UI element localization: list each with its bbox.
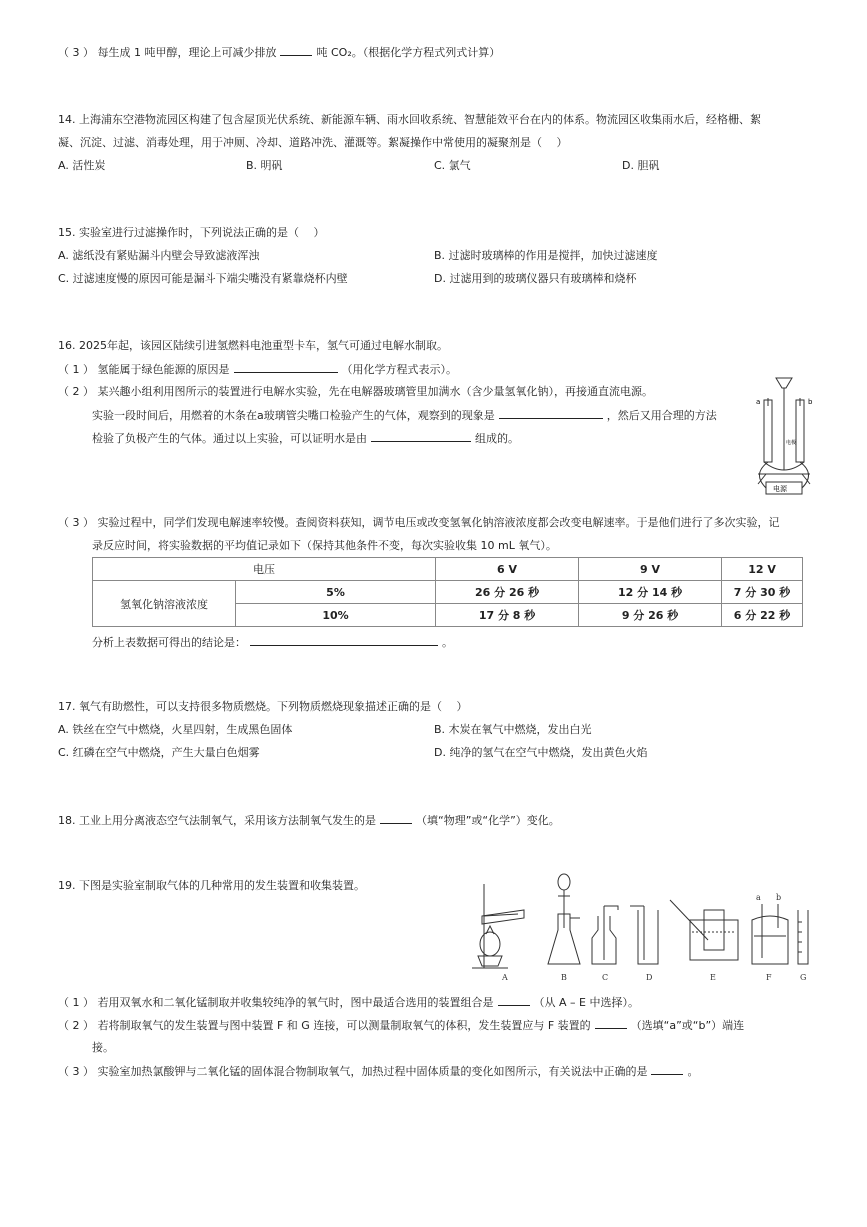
q13-sub3 xyxy=(58,44,500,61)
q17-option-b[interactable]: B. 木炭在氧气中燃烧，发出白光 xyxy=(434,723,592,736)
table-cell-conc: 10% xyxy=(236,604,436,627)
q16-sub3-line1: （ 3 ） 实验过程中，同学们发现电解速率较慢。查阅资料获知，调节电压或改变氢氧化钠溶液浓度都会改变电解速率。于是他们进行了多次实验，记 xyxy=(58,516,780,529)
answer-blank[interactable] xyxy=(371,430,471,442)
answer-blank[interactable] xyxy=(250,634,438,646)
q19-sub1 xyxy=(58,994,639,1011)
q17-option-d[interactable]: D. 纯净的氢气在空气中燃烧，发出黄色火焰 xyxy=(434,746,648,759)
q16-sub1-tail: （用化学方程式表示）。 xyxy=(341,363,457,376)
q16-sub2-line2 xyxy=(92,407,717,424)
q13-sub3-unit: 吨 CO₂。（根据化学方程式列式计算） xyxy=(316,46,501,59)
table-header-voltage: 电压 xyxy=(93,558,436,581)
table-header-9v: 9 V xyxy=(579,558,722,581)
fig-label-C: C xyxy=(602,973,609,982)
answer-blank[interactable] xyxy=(651,1063,683,1075)
q15-option-b[interactable]: B. 过滤时玻璃棒的作用是搅拌，加快过滤速度 xyxy=(434,249,658,262)
fig-label-a: a xyxy=(756,398,761,406)
fig-label-power: 电源 xyxy=(773,485,787,493)
electrolysis-apparatus-figure xyxy=(748,374,820,498)
table-cell-conc: 5% xyxy=(236,581,436,604)
q19-sub2-line2: 接。 xyxy=(92,1041,114,1054)
q14-stem-line2: 凝、沉淀、过滤、消毒处理，用于冲厕、冷却、道路冲洗、灌溉等。絮凝操作中常使用的凝聚剂是（ ） xyxy=(58,136,568,149)
q15-option-a[interactable]: A. 滤纸没有紧贴漏斗内壁会导致滤液浑浊 xyxy=(58,249,260,262)
fig-label-electrode: 电极 xyxy=(786,440,797,446)
q17-option-c[interactable]: C. 红磷在空气中燃烧，产生大量白色烟雾 xyxy=(58,746,260,759)
q19-sub2-tail: （选填“a”或“b”）端连 xyxy=(630,1019,745,1032)
q19-sub2 xyxy=(58,1017,744,1034)
q17-stem: 17. 氧气有助燃性，可以支持很多物质燃烧。下列物质燃烧现象描述正确的是（ ） xyxy=(58,700,468,713)
table-cell: 6 分 22 秒 xyxy=(722,604,803,627)
q13-sub3-text: （ 3 ） 每生成 1 吨甲醇，理论上可减少排放 xyxy=(58,46,277,59)
table-cell: 17 分 8 秒 xyxy=(436,604,579,627)
fig-label-A: A xyxy=(502,973,508,982)
fig-label-D: D xyxy=(646,973,653,982)
q19-sub2-text: （ 2 ） 若将制取氧气的发生装置与图中装置 F 和 G 连接，可以测量制取氧气的体积，发生装置应与 F 装置的 xyxy=(58,1019,591,1032)
q16-sub2-tail2: 组成的。 xyxy=(475,432,519,445)
q16-conclusion-end: 。 xyxy=(442,636,453,649)
q14-option-c[interactable]: C. 氯气 xyxy=(434,159,471,172)
table-header-6v: 6 V xyxy=(436,558,579,581)
q16-sub2-text2: 检验了负极产生的气体。通过以上实验，可以证明水是由 xyxy=(92,432,367,445)
q18-stem-text: 18. 工业上用分离液态空气法制氧气，采用该方法制氧气发生的是 xyxy=(58,814,376,827)
q19-sub3 xyxy=(58,1063,698,1080)
q16-stem: 16. 2025年起，该园区陆续引进氢燃料电池重型卡车，氢气可通过电解水制取。 xyxy=(58,339,448,352)
q17-option-a[interactable]: A. 铁丝在空气中燃烧，火星四射，生成黑色固体 xyxy=(58,723,293,736)
table-cell: 26 分 26 秒 xyxy=(436,581,579,604)
q16-sub2-line3 xyxy=(92,430,519,447)
table-cell: 9 分 26 秒 xyxy=(579,604,722,627)
q14-stem-line1: 14. 上海浦东空港物流园区构建了包含屋顶光伏系统、新能源车辆、雨水回收系统、智慧能效平台在内的体系。物流园区收集雨水后，经格栅、絮 xyxy=(58,113,761,126)
q19-sub3-tail: 。 xyxy=(687,1065,699,1078)
q15-option-d[interactable]: D. 过滤用到的玻璃仪器只有玻璃棒和烧杯 xyxy=(434,272,637,285)
q16-sub2-line1: （ 2 ） 某兴趣小组利用图所示的装置进行电解水实验，先在电解器玻璃管里加满水（含少量氢氧化钠），再接通直流电源。 xyxy=(58,385,653,398)
table-row xyxy=(93,581,803,604)
answer-blank[interactable] xyxy=(595,1017,627,1029)
fig-label-port-a: a xyxy=(756,893,761,902)
q19-stem: 19. 下图是实验室制取气体的几种常用的发生装置和收集装置。 xyxy=(58,879,365,892)
table-cell: 7 分 30 秒 xyxy=(722,581,803,604)
answer-blank[interactable] xyxy=(498,994,530,1006)
answer-blank[interactable] xyxy=(499,407,603,419)
q16-sub2-text: 实验一段时间后，用燃着的木条在a玻璃管尖嘴口检验产生的气体，观察到的现象是 xyxy=(92,409,495,422)
q16-sub1 xyxy=(58,361,457,378)
q19-sub3-text: （ 3 ） 实验室加热氯酸钾与二氧化锰的固体混合物制取氧气，加热过程中固体质量的变化如图所示，有关说法中正确的是 xyxy=(58,1065,648,1078)
q16-sub3-line2: 录反应时间，将实验数据的平均值记录如下（保持其他条件不变，每次实验收集 10 mL 氧气）。 xyxy=(92,539,557,552)
fig-label-E: E xyxy=(710,973,716,982)
fig-label-b: b xyxy=(808,398,813,406)
answer-blank[interactable] xyxy=(234,361,338,373)
q16-conclusion xyxy=(92,634,453,651)
answer-blank[interactable] xyxy=(280,44,312,56)
fig-label-F: F xyxy=(766,973,772,982)
electrolysis-data-table xyxy=(92,557,803,627)
q18-stem-tail: （填“物理”或“化学”）变化。 xyxy=(416,814,560,827)
q14-option-b[interactable]: B. 明矾 xyxy=(246,159,283,172)
q15-stem: 15. 实验室进行过滤操作时，下列说法正确的是（ ） xyxy=(58,226,325,239)
answer-blank[interactable] xyxy=(380,812,412,824)
q19-sub1-text: （ 1 ） 若用双氧水和二氧化锰制取并收集较纯净的氧气时，图中最适合选用的装置组合是 xyxy=(58,996,494,1009)
table-row xyxy=(93,558,803,581)
table-header-12v: 12 V xyxy=(722,558,803,581)
q16-conclusion-text: 分析上表数据可得出的结论是： xyxy=(92,636,246,649)
table-cell: 12 分 14 秒 xyxy=(579,581,722,604)
fig-label-port-b: b xyxy=(776,893,782,902)
q16-sub2-tail: ，然后又用合理的方法 xyxy=(606,409,717,422)
fig-label-G: G xyxy=(800,973,807,982)
q14-option-d[interactable]: D. 胆矾 xyxy=(622,159,660,172)
fig-label-B: B xyxy=(561,973,567,982)
q14-option-a[interactable]: A. 活性炭 xyxy=(58,159,106,172)
table-row-label: 氢氧化钠溶液浓度 xyxy=(93,581,236,627)
q16-sub1-text: （ 1 ） 氢能属于绿色能源的原因是 xyxy=(58,363,230,376)
q18-stem xyxy=(58,812,560,829)
q19-sub1-tail: （从 A – E 中选择）。 xyxy=(533,996,639,1009)
q15-option-c[interactable]: C. 过滤速度慢的原因可能是漏斗下端尖嘴没有紧靠烧杯内壁 xyxy=(58,272,348,285)
gas-apparatus-figure xyxy=(468,870,814,986)
